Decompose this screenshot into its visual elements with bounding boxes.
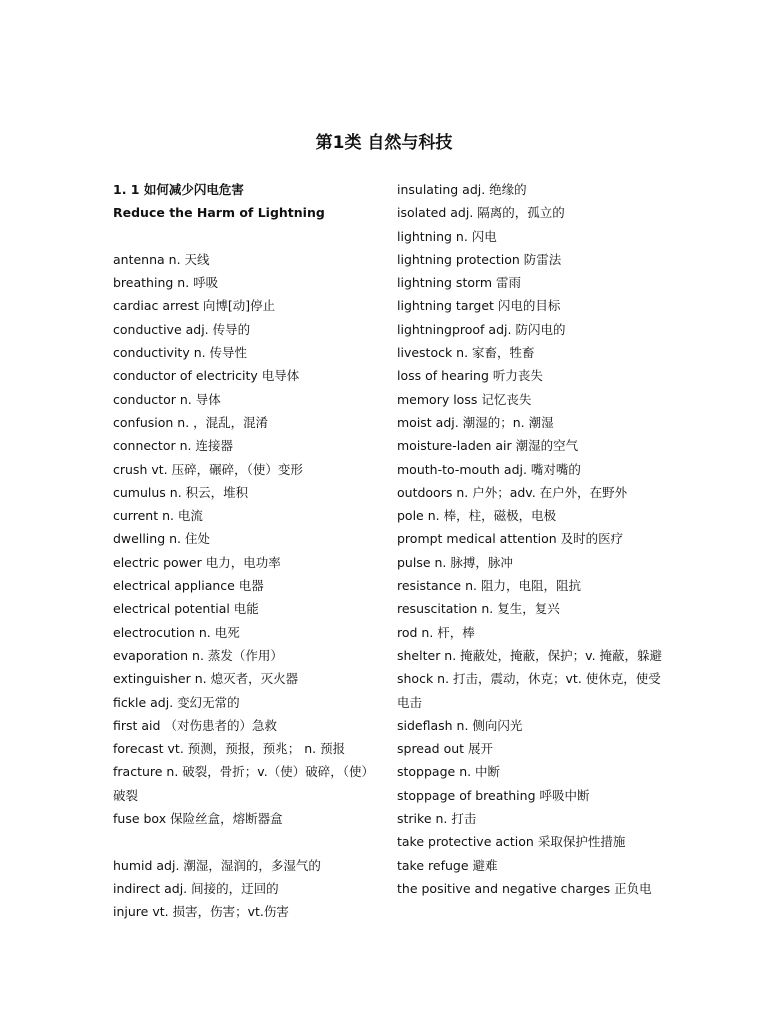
vocab-entry: antenna n. 天线 xyxy=(113,251,210,267)
vocab-entry: cumulus n. 积云，堆积 xyxy=(113,484,249,500)
vocab-entry: electrical potential 电能 xyxy=(113,601,259,617)
vocab-entry: prompt medical attention 及时的医疗 xyxy=(397,531,624,547)
vocab-entry: memory loss 记忆丧失 xyxy=(397,391,532,407)
vocab-entry: take protective action 采取保护性措施 xyxy=(397,834,626,850)
vocab-entry: conductivity n. 传导性 xyxy=(113,345,248,361)
right-column xyxy=(397,178,667,900)
vocab-entry: pulse n. 脉搏，脉冲 xyxy=(397,554,513,570)
spacer xyxy=(113,830,413,853)
vocab-entry: current n. 电流 xyxy=(113,508,203,524)
spacer xyxy=(113,225,413,248)
vocab-entry: livestock n. 家畜，牲畜 xyxy=(397,345,535,361)
vocab-entry: lightning storm 雷雨 xyxy=(397,275,522,291)
vocab-entry: forecast vt. 预测，预报，预兆； n. 预报 xyxy=(113,741,346,757)
vocab-entry: stoppage n. 中断 xyxy=(397,764,501,780)
vocab-entry: conductive adj. 传导的 xyxy=(113,321,251,337)
vocab-entry: resuscitation n. 复生，复兴 xyxy=(397,601,560,617)
vocab-entry: lightning n. 闪电 xyxy=(397,228,497,244)
vocab-entry: conductor of electricity 电导体 xyxy=(113,368,300,384)
vocab-entry: electric power 电力，电功率 xyxy=(113,554,281,570)
vocab-entry: confusion n. ，混乱，混淆 xyxy=(113,414,269,430)
vocab-entry: resistance n. 阻力，电阻，阻抗 xyxy=(397,578,581,594)
vocab-entry: lightningproof adj. 防闪电的 xyxy=(397,321,566,337)
vocab-entry: cardiac arrest 向博[动]停止 xyxy=(113,298,276,314)
vocab-entry: moisture-laden air 潮湿的空气 xyxy=(397,438,579,454)
vocab-entry: take refuge 避难 xyxy=(397,857,498,873)
page-title: 第1类 自然与科技 xyxy=(315,133,453,153)
left-column xyxy=(113,178,413,924)
vocab-entry: rod n. 杆，棒 xyxy=(397,624,475,640)
vocab-entry: fracture n. 破裂，骨折；v.（使）破碎，（使）破裂 xyxy=(113,764,374,803)
vocab-entry: pole n. 棒，柱，磁极，电极 xyxy=(397,508,557,524)
vocab-entry: injure vt. 损害，伤害；vt.伤害 xyxy=(113,904,289,920)
vocab-entry: lightning protection 防雷法 xyxy=(397,251,562,267)
vocab-entry: moist adj. 潮湿的；n. 潮湿 xyxy=(397,414,554,430)
vocab-entry: isolated adj. 隔离的，孤立的 xyxy=(397,205,565,221)
vocab-entry: the positive and negative charges 正负电 xyxy=(397,880,652,896)
vocab-entry: dwelling n. 住处 xyxy=(113,531,210,547)
vocab-entry: spread out 展开 xyxy=(397,741,494,757)
vocab-entry: extinguisher n. 熄灭者，灭火器 xyxy=(113,671,299,687)
vocab-entry: indirect adj. 间接的，迂回的 xyxy=(113,880,279,896)
vocab-entry: sideflash n. 侧向闪光 xyxy=(397,717,523,733)
vocab-entry: breathing n. 呼吸 xyxy=(113,275,219,291)
vocab-entry: conductor n. 导体 xyxy=(113,391,221,407)
section-number-title: 1. 1 如何减少闪电危害 xyxy=(113,182,244,197)
vocab-entry: connector n. 连接器 xyxy=(113,438,233,454)
vocab-entry: humid adj. 潮湿，湿润的，多湿气的 xyxy=(113,857,321,873)
vocab-entry: first aid （对伤患者的）急救 xyxy=(113,717,277,733)
vocab-entry: shock n. 打击，震动，休克；vt. 使休克，使受电击 xyxy=(397,671,661,710)
vocab-entry: shelter n. 掩蔽处，掩蔽，保护；v. 掩蔽，躲避 xyxy=(397,647,663,663)
vocab-entry: insulating adj. 绝缘的 xyxy=(397,182,527,197)
vocab-entry: electrocution n. 电死 xyxy=(113,624,240,640)
vocab-entry: fickle adj. 变幻无常的 xyxy=(113,694,240,710)
vocab-entry: stoppage of breathing 呼吸中断 xyxy=(397,787,590,803)
vocab-entry: evaporation n. 蒸发（作用） xyxy=(113,647,283,663)
vocab-entry: loss of hearing 听力丧失 xyxy=(397,368,543,384)
vocab-entry: outdoors n. 户外；adv. 在户外，在野外 xyxy=(397,484,628,500)
vocab-entry: fuse box 保险丝盒，熔断器盒 xyxy=(113,811,283,827)
vocab-entry: mouth-to-mouth adj. 嘴对嘴的 xyxy=(397,461,581,477)
vocab-entry: lightning target 闪电的目标 xyxy=(397,298,561,314)
vocab-entry: electrical appliance 电器 xyxy=(113,578,264,594)
vocab-entry: crush vt. 压碎，碾碎，（使）变形 xyxy=(113,461,303,477)
section-english-title: Reduce the Harm of Lightning xyxy=(113,205,325,221)
vocab-entry: strike n. 打击 xyxy=(397,811,477,827)
